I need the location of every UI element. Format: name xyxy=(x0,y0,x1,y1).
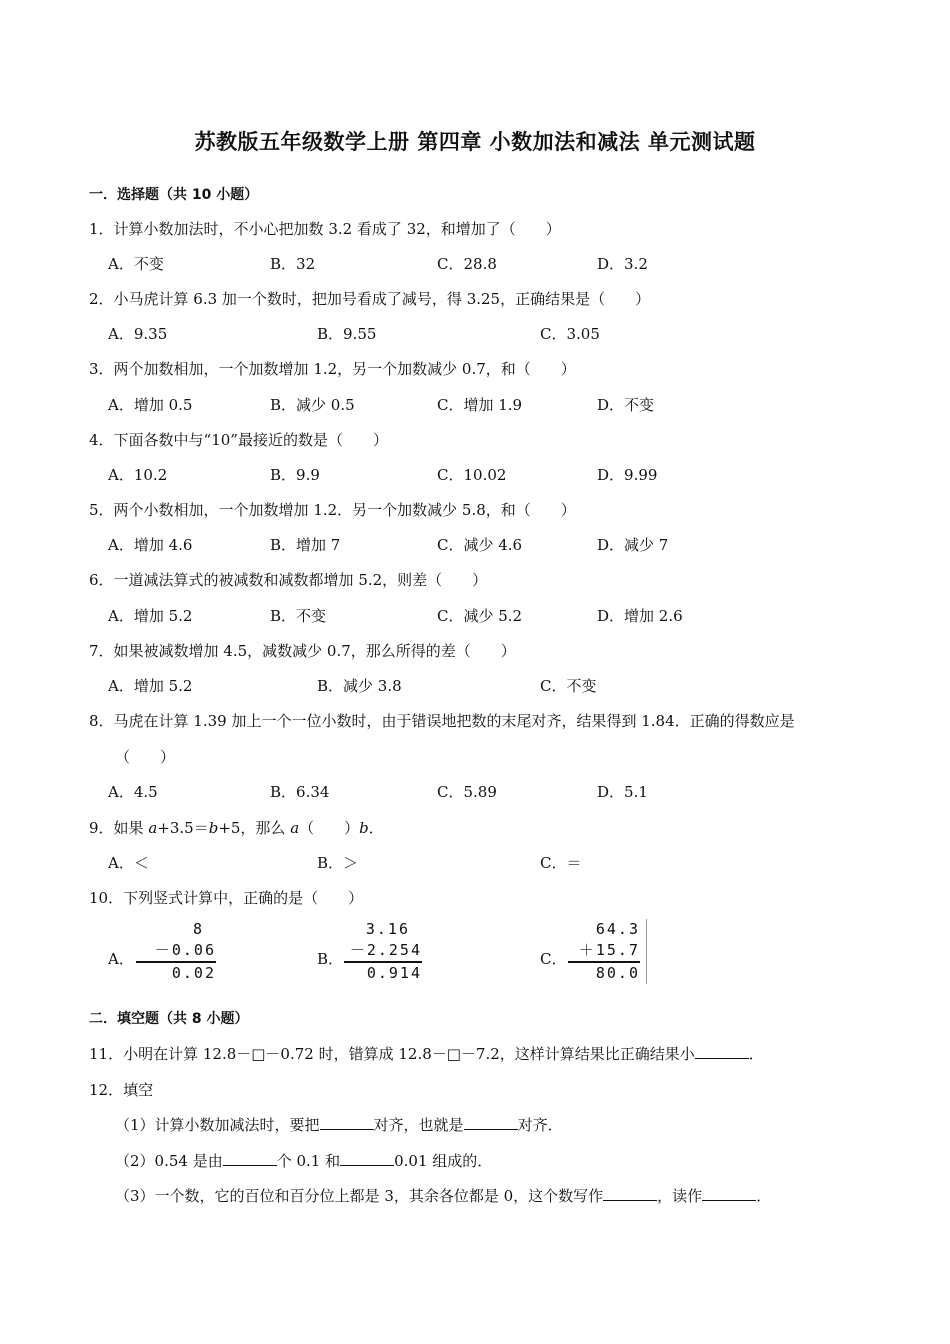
calc-b-result: 0.914 xyxy=(366,964,422,982)
q9-option-a: A．＜ xyxy=(108,854,149,872)
calc-a-subtrahend: －0.06 xyxy=(154,941,216,959)
calc-b-subtrahend: －2.254 xyxy=(349,941,422,959)
question-5: 5．两个小数相加，一个加数增加 1.2．另一个加数减少 5.8，和（ ） xyxy=(89,501,576,519)
q1-option-c: C．28.8 xyxy=(437,255,497,273)
answer-blank[interactable] xyxy=(603,1186,657,1201)
q10-vertical-calc-b xyxy=(344,919,422,984)
question-11: 11．小明在计算 12.8－□－0.72 时，错算成 12.8－□－7.2，这样计算结果比正确结果小 ． xyxy=(89,1045,764,1063)
q5-option-a: A．增加 4.6 xyxy=(108,536,193,554)
question-4: 4．下面各数中与“10”最接近的数是（ ） xyxy=(89,431,388,449)
q1-option-d: D．3.2 xyxy=(597,255,648,273)
q10-option-a-label: A． xyxy=(108,950,134,968)
question-12: 12．填空 xyxy=(89,1081,154,1099)
q4-option-c: C．10.02 xyxy=(437,466,507,484)
q7-option-a: A．增加 5.2 xyxy=(108,677,193,695)
q8-option-a: A．4.5 xyxy=(108,783,158,801)
q3-option-d: D．不变 xyxy=(597,396,655,414)
calc-b-top: 3.16 xyxy=(365,920,410,938)
q3-option-c: C．增加 1.9 xyxy=(437,396,523,414)
q1-option-a: A．不变 xyxy=(108,255,164,273)
q5-option-d: D．减少 7 xyxy=(597,536,669,554)
q7-option-b: B．减少 3.8 xyxy=(317,677,402,695)
q3-option-b: B．减少 0.5 xyxy=(270,396,355,414)
q3-option-a: A．增加 0.5 xyxy=(108,396,193,414)
q9-option-b: B．＞ xyxy=(317,854,359,872)
q1-option-b: B．32 xyxy=(270,255,316,273)
q6-option-a: A．增加 5.2 xyxy=(108,607,193,625)
question-12-part-2: （2）0.54 是由 个 0.1 和 0.01 组成的． xyxy=(115,1152,493,1170)
answer-blank[interactable] xyxy=(695,1044,749,1059)
q4-option-d: D．9.99 xyxy=(597,466,658,484)
calc-a-result: 0.02 xyxy=(171,964,216,982)
section-heading-choice: 一．选择题（共 10 小题） xyxy=(89,187,259,203)
q4-option-a: A．10.2 xyxy=(108,466,168,484)
answer-blank[interactable] xyxy=(223,1151,277,1166)
q5-option-b: B．增加 7 xyxy=(270,536,341,554)
q6-option-d: D．增加 2.6 xyxy=(597,607,683,625)
question-2: 2．小马虎计算 6.3 加一个数时，把加号看成了减号，得 3.25，正确结果是（ ） xyxy=(89,290,651,308)
question-8-bracket: （ ） xyxy=(115,748,176,766)
q5-option-c: C．减少 4.6 xyxy=(437,536,523,554)
q6-option-c: C．减少 5.2 xyxy=(437,607,523,625)
answer-blank[interactable] xyxy=(320,1115,374,1130)
answer-blank[interactable] xyxy=(340,1151,394,1166)
q9-option-c: C．＝ xyxy=(540,854,582,872)
q10-vertical-calc-c xyxy=(568,919,647,984)
q10-option-b-label: B． xyxy=(317,950,344,968)
answer-blank[interactable] xyxy=(464,1115,518,1130)
page-title: 苏教版五年级数学上册 第四章 小数加法和减法 单元测试题 xyxy=(194,130,756,154)
question-6: 6．一道减法算式的被减数和减数都增加 5.2，则差（ ） xyxy=(89,571,488,589)
calc-c-result: 80.0 xyxy=(595,964,640,982)
question-3: 3．两个加数相加，一个加数增加 1.2，另一个加数减少 0.7，和（ ） xyxy=(89,360,576,378)
q6-option-b: B．不变 xyxy=(270,607,327,625)
question-9: 9．如果 a+3.5＝b+5，那么 a（ ）b． xyxy=(89,819,384,837)
q2-option-a: A．9.35 xyxy=(108,325,168,343)
q7-option-c: C．不变 xyxy=(540,677,597,695)
section-heading-fill: 二．填空题（共 8 小题） xyxy=(89,1011,249,1027)
question-12-part-1: （1）计算小数加减法时，要把 对齐，也就是 对齐． xyxy=(115,1116,563,1134)
calc-a-top: 8 xyxy=(192,920,204,938)
q8-option-c: C．5.89 xyxy=(437,783,497,801)
q2-option-c: C．3.05 xyxy=(540,325,600,343)
q8-option-d: D．5.1 xyxy=(597,783,648,801)
calc-c-addend: ＋15.7 xyxy=(578,941,640,959)
q10-option-c-label: C． xyxy=(540,950,567,968)
calc-c-top: 64.3 xyxy=(595,920,640,938)
question-1: 1．计算小数加法时，不小心把加数 3.2 看成了 32，和增加了（ ） xyxy=(89,220,561,238)
question-7: 7．如果被减数增加 4.5，减数减少 0.7，那么所得的差（ ） xyxy=(89,642,516,660)
question-10: 10．下列竖式计算中，正确的是（ ） xyxy=(89,889,364,907)
q2-option-b: B．9.55 xyxy=(317,325,377,343)
question-12-part-3: （3）一个数，它的百位和百分位上都是 3，其余各位都是 0，这个数写作 ，读作 ． xyxy=(115,1187,772,1205)
q4-option-b: B．9.9 xyxy=(270,466,320,484)
answer-blank[interactable] xyxy=(702,1186,756,1201)
q8-option-b: B．6.34 xyxy=(270,783,330,801)
q10-vertical-calc-a xyxy=(136,919,216,984)
question-8: 8．马虎在计算 1.39 加上一个一位小数时，由于错误地把数的末尾对齐，结果得到 1.84．正确的得数应是 xyxy=(89,712,795,730)
